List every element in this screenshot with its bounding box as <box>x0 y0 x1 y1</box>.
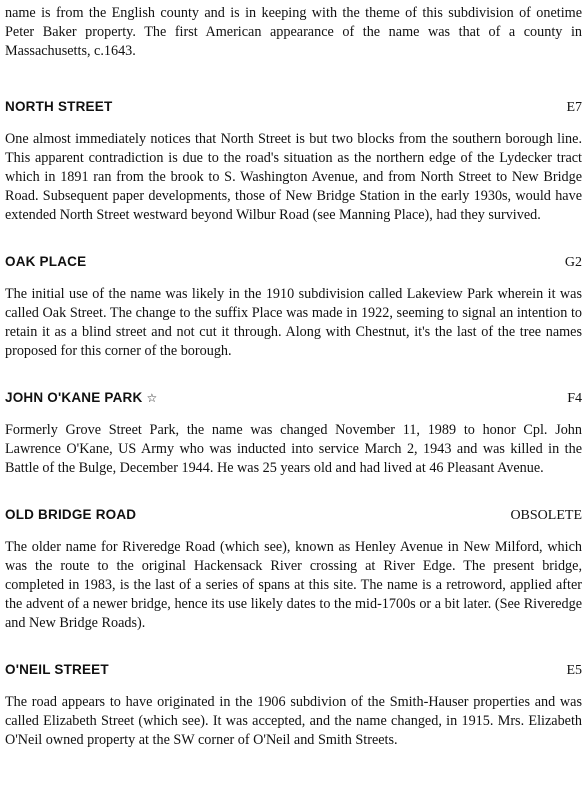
entry-title: NORTH STREET <box>5 99 113 114</box>
entry-north-street <box>5 97 582 225</box>
map-grid-code: G2 <box>564 255 582 270</box>
entry-old-bridge-road <box>5 505 582 633</box>
entry-header <box>5 252 582 272</box>
entry-header <box>5 388 582 408</box>
entry-header <box>5 660 582 680</box>
entry-title: OLD BRIDGE ROAD <box>5 507 137 522</box>
entry-header <box>5 97 582 117</box>
map-grid-code: OBSOLETE <box>510 508 582 523</box>
entry-body: The road appears to have originated in the 1906 subdivion of the Smith-Hauser properties and was called Elizabeth Street (which see). It was accepted, and the name changed, in 1915. Mrs. Elizabeth O'Neil owned property at the SW corner of O'Neil and Smith Streets. <box>5 694 582 748</box>
entry-body: One almost immediately notices that North Street is but two blocks from the southern borough line. This apparent contradiction is due to the road's situation as the northern edge of the Lydecker tract which in 1891 ran from the brook to S. Washington Avenue, and from North Street to New Bridge Road. Subsequent paper developments, those of New Bridge Station in the early 1930s, would have extended North Street westward beyond Wilbur Road (see Manning Place), had they survived. <box>5 131 582 223</box>
entry-title: JOHN O'KANE PARK <box>5 390 143 405</box>
intro-paragraph: name is from the English county and is in keeping with the theme of this subdivision of onetime Peter Baker property. The first American appearance of the name was that of a county in Massachusetts, c.1643. <box>5 5 582 59</box>
entry-john-okane-park <box>5 388 582 478</box>
entry-title-wrap <box>5 388 157 408</box>
entry-oak-place <box>5 252 582 361</box>
entry-title: O'NEIL STREET <box>5 662 109 677</box>
entry-title: OAK PLACE <box>5 254 87 269</box>
map-grid-code: F4 <box>567 391 582 406</box>
document-page <box>5 4 582 777</box>
entry-body: Formerly Grove Street Park, the name was changed November 11, 1989 to honor Cpl. John Lawrence O'Kane, US Army who was inducted into service March 2, 1943 and was killed in the Battle of the Bulge, December 1944. He was 25 years old and had lived at 46 Pleasant Avenue. <box>5 422 582 476</box>
entry-oneil-street <box>5 660 582 750</box>
star-icon: ☆ <box>146 391 158 405</box>
entry-body: The initial use of the name was likely in the 1910 subdivision called Lakeview Park wherein it was called Oak Street. The change to the suffix Place was made in 1922, seeming to signal an intention to retain it as a blind street and not cut it through. Along with Chestnut, it's the last of the tree names proposed for this corner of the borough. <box>5 286 582 359</box>
map-grid-code: E5 <box>566 663 582 678</box>
entry-body: The older name for Riveredge Road (which see), known as Henley Avenue in New Milford, which was the route to the original Hackensack River crossing at River Edge. The present bridge, completed in 1983, is the last of a series of spans at this site. The name is a retroword, applied after the advent of a newer bridge, hence its use likely dates to the mid-1700s or a bit later. (See Riveredge and New Bridge Roads). <box>5 539 582 631</box>
map-grid-code: E7 <box>566 100 582 115</box>
entry-header <box>5 505 582 525</box>
